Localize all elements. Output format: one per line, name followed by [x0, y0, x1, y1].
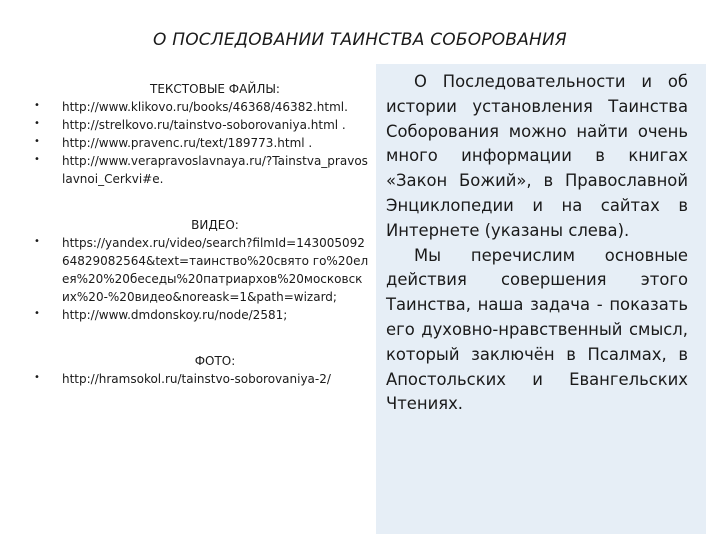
photo-heading: ФОТО:	[194, 354, 236, 368]
bullet-icon: •	[34, 154, 40, 165]
bullet-icon: •	[34, 136, 40, 147]
bullet-icon: •	[34, 308, 40, 319]
spacer	[30, 188, 370, 216]
link-text[interactable]: http://hramsokol.ru/tainstvo-soborovaniya-2/	[62, 372, 331, 386]
list-item[interactable]	[30, 306, 370, 324]
link-text[interactable]: http://www.klikovo.ru/books/46368/46382.html.	[62, 100, 348, 114]
video-heading: ВИДЕО:	[191, 218, 239, 232]
link-text[interactable]: http://www.pravenc.ru/text/189773.html .	[62, 136, 313, 150]
sources-list	[30, 80, 370, 388]
bullet-icon: •	[34, 236, 40, 247]
list-item[interactable]	[30, 370, 370, 388]
bullet-icon: •	[34, 118, 40, 129]
text-files-heading: ТЕКСТОВЫЕ ФАЙЛЫ:	[150, 82, 280, 96]
list-item[interactable]	[30, 134, 370, 152]
list-item[interactable]	[30, 98, 370, 116]
bullet-icon: •	[34, 100, 40, 111]
list-item[interactable]	[30, 234, 370, 306]
description-panel	[376, 64, 706, 534]
description-paragraph: О Последовательности и об истории установления Таинства Соборования можно найти очень много информации в книгах «Закон Божий», в Православной Энциклопедии и на сайтах в Интернете (указаны слева).	[386, 72, 688, 240]
list-item[interactable]	[30, 152, 370, 188]
page-title: О ПОСЛЕДОВАНИИ ТАИНСТВА СОБОРОВАНИЯ	[153, 30, 567, 50]
link-text[interactable]: http://www.dmdonskoy.ru/node/2581;	[62, 308, 288, 322]
spacer	[30, 324, 370, 352]
bullet-icon: •	[34, 372, 40, 383]
link-text[interactable]: http://strelkovo.ru/tainstvo-soborovaniya.html .	[62, 118, 346, 132]
list-item[interactable]	[30, 116, 370, 134]
link-text[interactable]: https://yandex.ru/video/search?filmId=14300509264829082564&text=таинство%20свято го%20елея%20%20беседы%20патриархов%20московских%20-%20видео&noreask=1&path=wizard;	[62, 236, 369, 304]
description-paragraph: Мы перечислим основные действия совершения этого Таинства, наша задача - показать его духовно-нравственный смысл, который заключён в Псалмах, в Апостольских и Евангельских Чтениях.	[386, 245, 688, 414]
link-text[interactable]: http://www.verapravoslavnaya.ru/?Tainstva_pravoslavnoi_Cerkvi#e.	[62, 154, 368, 186]
